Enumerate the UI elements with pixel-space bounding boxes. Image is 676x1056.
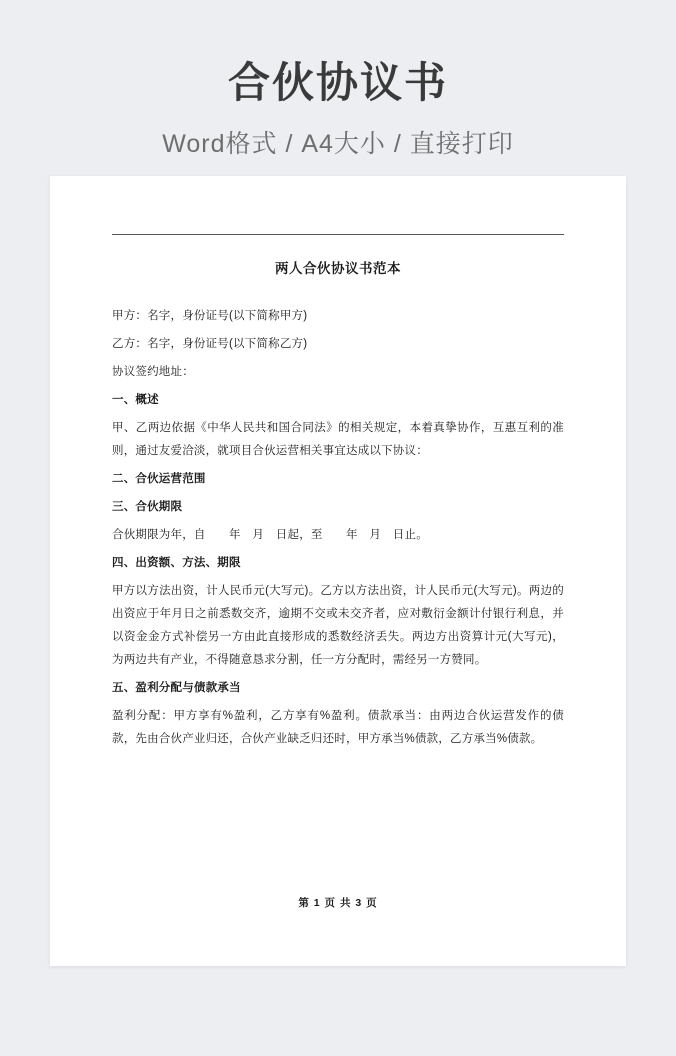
document-paragraph: 乙方：名字，身份证号(以下简称乙方) <box>112 338 308 350</box>
document-paragraph: 合伙期限为年，自 年 月 日起，至 年 月 日止。 <box>112 529 428 541</box>
document-paragraphs <box>112 305 564 751</box>
page-subtitle: Word格式 / A4大小 / 直接打印 <box>162 130 514 159</box>
document-paragraph: 二、合伙运营范围 <box>112 473 206 485</box>
document-paragraph: 甲方：名字，身份证号(以下简称甲方) <box>112 310 308 322</box>
document-sheet <box>50 176 626 966</box>
page-footer: 第 1 页 共 3 页 <box>298 897 378 909</box>
document-paragraph: 三、合伙期限 <box>112 501 183 513</box>
document-paragraph: 甲、乙两边依据《中华人民共和国合同法》的相关规定，本着真挚协作，互惠互利的准则，通过友爱洽淡，就项目合伙运营相关事宜达成以下协议： <box>112 422 564 457</box>
promo-header <box>0 0 676 160</box>
document-paragraph: 一、概述 <box>112 394 159 406</box>
document-paragraph: 盈利分配：甲方享有%盈利，乙方享有%盈利。债款承当：由两边合伙运营发作的债款，先由合伙产业归还，合伙产业缺乏归还时，甲方承当%债款，乙方承当%债款。 <box>112 710 564 745</box>
document-paragraph: 四、出资额、方法、期限 <box>112 557 241 569</box>
document-paragraph: 五、盈利分配与债款承当 <box>112 682 241 694</box>
title-divider <box>112 234 564 235</box>
document-title: 两人合伙协议书范本 <box>275 261 401 276</box>
document-body <box>50 176 626 966</box>
document-paragraph: 协议签约地址： <box>112 366 194 378</box>
page-title: 合伙协议书 <box>227 59 448 106</box>
document-paragraph: 甲方以方法出资，计人民币元(大写元)。乙方以方法出资，计人民币元(大写元)。两边的出资应于年月日之前悉数交齐，逾期不交或未交齐者，应对敷衍金额计付银行利息，并以资金金方式补偿另一方由此直接形成的悉数经济丢失。两边方出资算计元(大写元)，为两边共有产业，不得随意恳求分割，任一方分配时，需经另一方赞同。 <box>112 585 564 666</box>
